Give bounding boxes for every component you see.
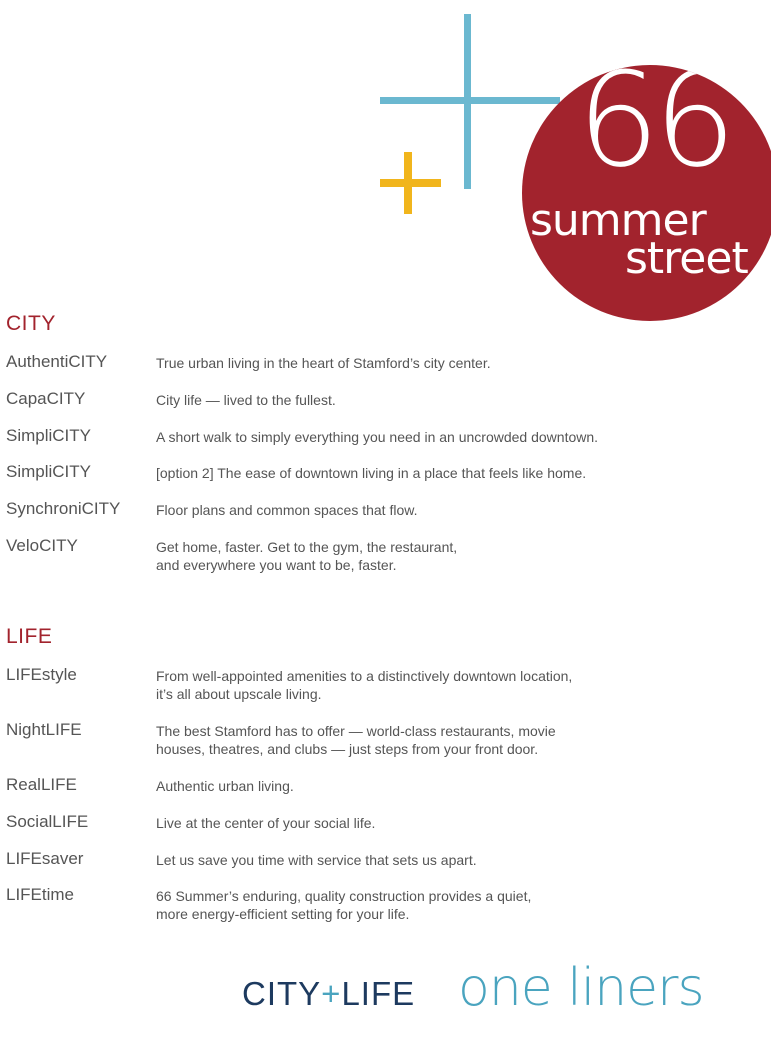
city-desc (156, 428, 756, 446)
life-term: NightLIFE (6, 720, 82, 739)
footer-plus: + (321, 975, 342, 1012)
yellow-plus-vertical (404, 152, 412, 214)
life-desc-line: From well-appointed amenities to a distinctively downtown location, (156, 668, 573, 684)
life-desc (156, 777, 756, 795)
life-term: SocialLIFE (6, 812, 89, 831)
footer-life: LIFE (341, 975, 416, 1012)
footer-city: CITY (242, 975, 322, 1012)
city-desc-line: [option 2] The ease of downtown living in a place that feels like home. (156, 465, 587, 481)
life-desc (156, 887, 756, 923)
city-term: SimpliCITY (6, 426, 92, 445)
life-term: LIFEtime (6, 885, 75, 904)
life-desc-line: Live at the center of your social life. (156, 815, 376, 831)
logo-number: 66 (577, 65, 731, 196)
city-term: SimpliCITY (6, 462, 92, 481)
city-desc (156, 354, 756, 372)
city-desc-line: City life — lived to the fullest. (156, 392, 336, 408)
life-term: LIFEsaver (6, 849, 84, 868)
city-desc (156, 391, 756, 409)
life-desc-line: 66 Summer’s enduring, quality construction provides a quiet, (156, 888, 532, 904)
logo-circle (522, 65, 771, 321)
city-desc-line: A short walk to simply everything you need in an uncrowded downtown. (156, 429, 599, 445)
blue-cross-vertical (464, 14, 471, 189)
city-term: VeloCITY (6, 536, 78, 555)
city-desc-line: and everywhere you want to be, faster. (156, 557, 397, 573)
life-section-title: LIFE (6, 625, 53, 648)
life-term: LIFEstyle (6, 665, 77, 684)
city-desc (156, 501, 756, 519)
city-desc (156, 538, 756, 574)
city-term: AuthentiCITY (6, 352, 108, 371)
life-desc-line: more energy-efficient setting for your life. (156, 906, 410, 922)
life-desc-line: it’s all about upscale living. (156, 686, 322, 702)
city-desc (156, 464, 756, 482)
city-desc-line: True urban living in the heart of Stamford’s city center. (156, 355, 491, 371)
city-term: SynchroniCITY (6, 499, 121, 518)
life-desc-line: The best Stamford has to offer — world-class restaurants, movie (156, 723, 556, 739)
life-desc-line: houses, theatres, and clubs — just steps from your front door. (156, 741, 539, 757)
life-term: RealLIFE (6, 775, 77, 794)
city-desc-line: Get home, faster. Get to the gym, the restaurant, (156, 539, 458, 555)
logo-word-street: street (625, 233, 748, 284)
footer-heading (242, 975, 415, 1013)
life-desc (156, 851, 756, 869)
logo-word-summer: summer (530, 195, 706, 246)
city-section-title: CITY (6, 312, 56, 335)
life-desc-line: Let us save you time with service that sets us apart. (156, 852, 477, 868)
life-desc (156, 722, 756, 758)
life-desc (156, 667, 756, 703)
footer-subheading: one liners (458, 958, 704, 1018)
life-desc (156, 814, 756, 832)
city-desc-line: Floor plans and common spaces that flow. (156, 502, 418, 518)
life-desc-line: Authentic urban living. (156, 778, 294, 794)
city-term: CapaCITY (6, 389, 86, 408)
